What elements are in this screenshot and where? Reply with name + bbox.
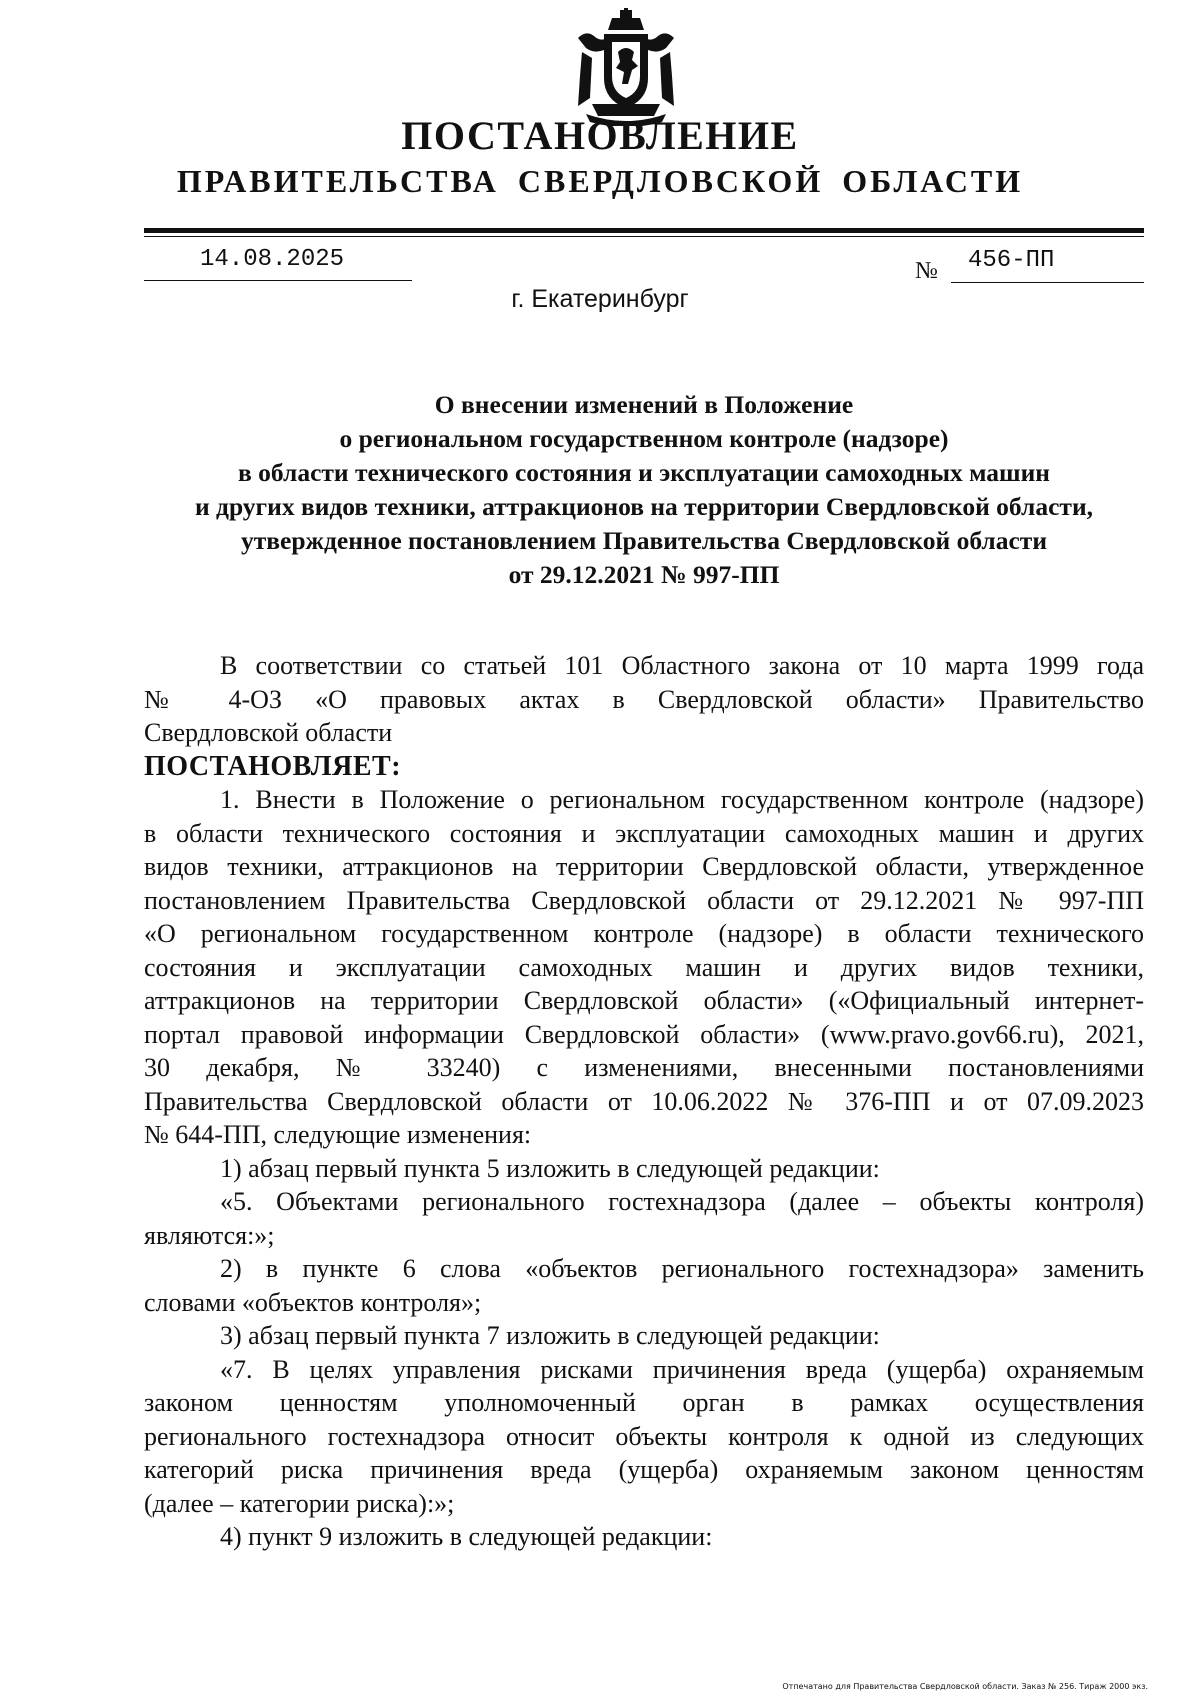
- quote-7-line: регионального гостехнадзора относит объекты контроля к одной из следующих: [144, 1421, 1144, 1451]
- quote-7-line: категорий риска причинения вреда (ущерба) охраняемым законом ценностям: [144, 1455, 1144, 1484]
- document-type-title: ПОСТАНОВЛЕНИЕ: [401, 113, 799, 158]
- subject-line: утвержденное постановлением Правительства Свердловской области: [240, 526, 1048, 555]
- item1-line: «О региональном государственном контроле (надзоре) в области технического: [144, 919, 1144, 948]
- item1-line: постановлением Правительства Свердловской области от 29.12.2021 № 997-ПП: [144, 885, 1144, 915]
- quote-5-line: «5. Объектами регионального гостехнадзора (далее – объекты контроля): [220, 1187, 1144, 1216]
- subitem-1: 1) абзац первый пункта 5 изложить в следующей редакции:: [220, 1153, 880, 1183]
- item1-line: видов техники, аттракционов на территории Свердловской области, утвержденное: [144, 852, 1144, 881]
- number-label: №: [915, 258, 938, 284]
- item1-line: № 644-ПП, следующие изменения:: [144, 1120, 532, 1149]
- quote-7-line: законом ценностям уполномоченный орган в рамках осуществления: [144, 1388, 1144, 1417]
- item1-line: аттракционов на территории Свердловской области» («Официальный интернет-: [144, 986, 1144, 1015]
- subitem-3: 3) абзац первый пункта 7 изложить в следующей редакции:: [220, 1321, 880, 1350]
- issuer-title: ПРАВИТЕЛЬСТВА СВЕРДЛОВСКОЙ ОБЛАСТИ: [176, 163, 1024, 199]
- city: г. Екатеринбург: [511, 285, 689, 313]
- preamble-line: Свердловской области: [144, 718, 393, 747]
- document-subject: [144, 388, 1144, 592]
- header-divider-thin: [144, 236, 1144, 237]
- number-underline: [951, 282, 1144, 283]
- quote-7-line: «7. В целях управления рисками причинения вреда (ущерба) охраняемым: [220, 1354, 1144, 1384]
- resolve-heading: ПОСТАНОВЛЯЕТ:: [144, 750, 402, 782]
- item1-line: состояния и эксплуатации самоходных машин и других видов техники,: [144, 952, 1144, 982]
- date-underline: [144, 280, 412, 281]
- subject-line: от 29.12.2021 № 997-ПП: [508, 560, 780, 589]
- quote-7-line: (далее – категории риска):»;: [144, 1488, 455, 1518]
- coat-of-arms-icon: [568, 8, 684, 126]
- quote-5-line: являются:»;: [144, 1220, 275, 1250]
- subitem-2-line: 2) в пункте 6 слова «объектов регионального гостехнадзора» заменить: [220, 1254, 1144, 1283]
- preamble-line: В соответствии со статьей 101 Областного закона от 10 марта 1999 года: [220, 651, 1144, 680]
- subject-line: о региональном государственном контроле (надзоре): [339, 424, 949, 453]
- document-body: [144, 649, 1144, 1554]
- document-date: 14.08.2025: [200, 246, 345, 273]
- item1-line: 30 декабря, № 33240) с изменениями, внесенными постановлениями: [144, 1053, 1144, 1082]
- subitem-2-line: словами «объектов контроля»;: [144, 1287, 482, 1317]
- item1-line: 1. Внести в Положение о региональном государственном контроле (надзоре): [220, 785, 1144, 814]
- subject-line: О внесении изменений в Положение: [434, 390, 854, 419]
- item1-line: портал правовой информации Свердловской области» (www.pravo.gov66.ru), 2021,: [144, 1019, 1144, 1049]
- print-note: Отпечатано для Правительства Свердловской области. Заказ № 256. Тираж 2000 экз.: [782, 1682, 1148, 1691]
- subject-line: в области технического состояния и эксплуатации самоходных машин: [238, 458, 1050, 487]
- item1-line: Правительства Свердловской области от 10.06.2022 № 376-ПП и от 07.09.2023: [144, 1086, 1144, 1116]
- subject-line: и других видов техники, аттракционов на территории Свердловской области,: [194, 492, 1094, 521]
- item1-line: в области технического состояния и эксплуатации самоходных машин и других: [144, 818, 1144, 848]
- preamble-line: № 4-ОЗ «О правовых актах в Свердловской области» Правительство: [144, 684, 1144, 714]
- header-divider-thick: [144, 228, 1144, 233]
- document-number: 456-ПП: [968, 247, 1055, 274]
- subitem-4: 4) пункт 9 изложить в следующей редакции:: [220, 1522, 713, 1551]
